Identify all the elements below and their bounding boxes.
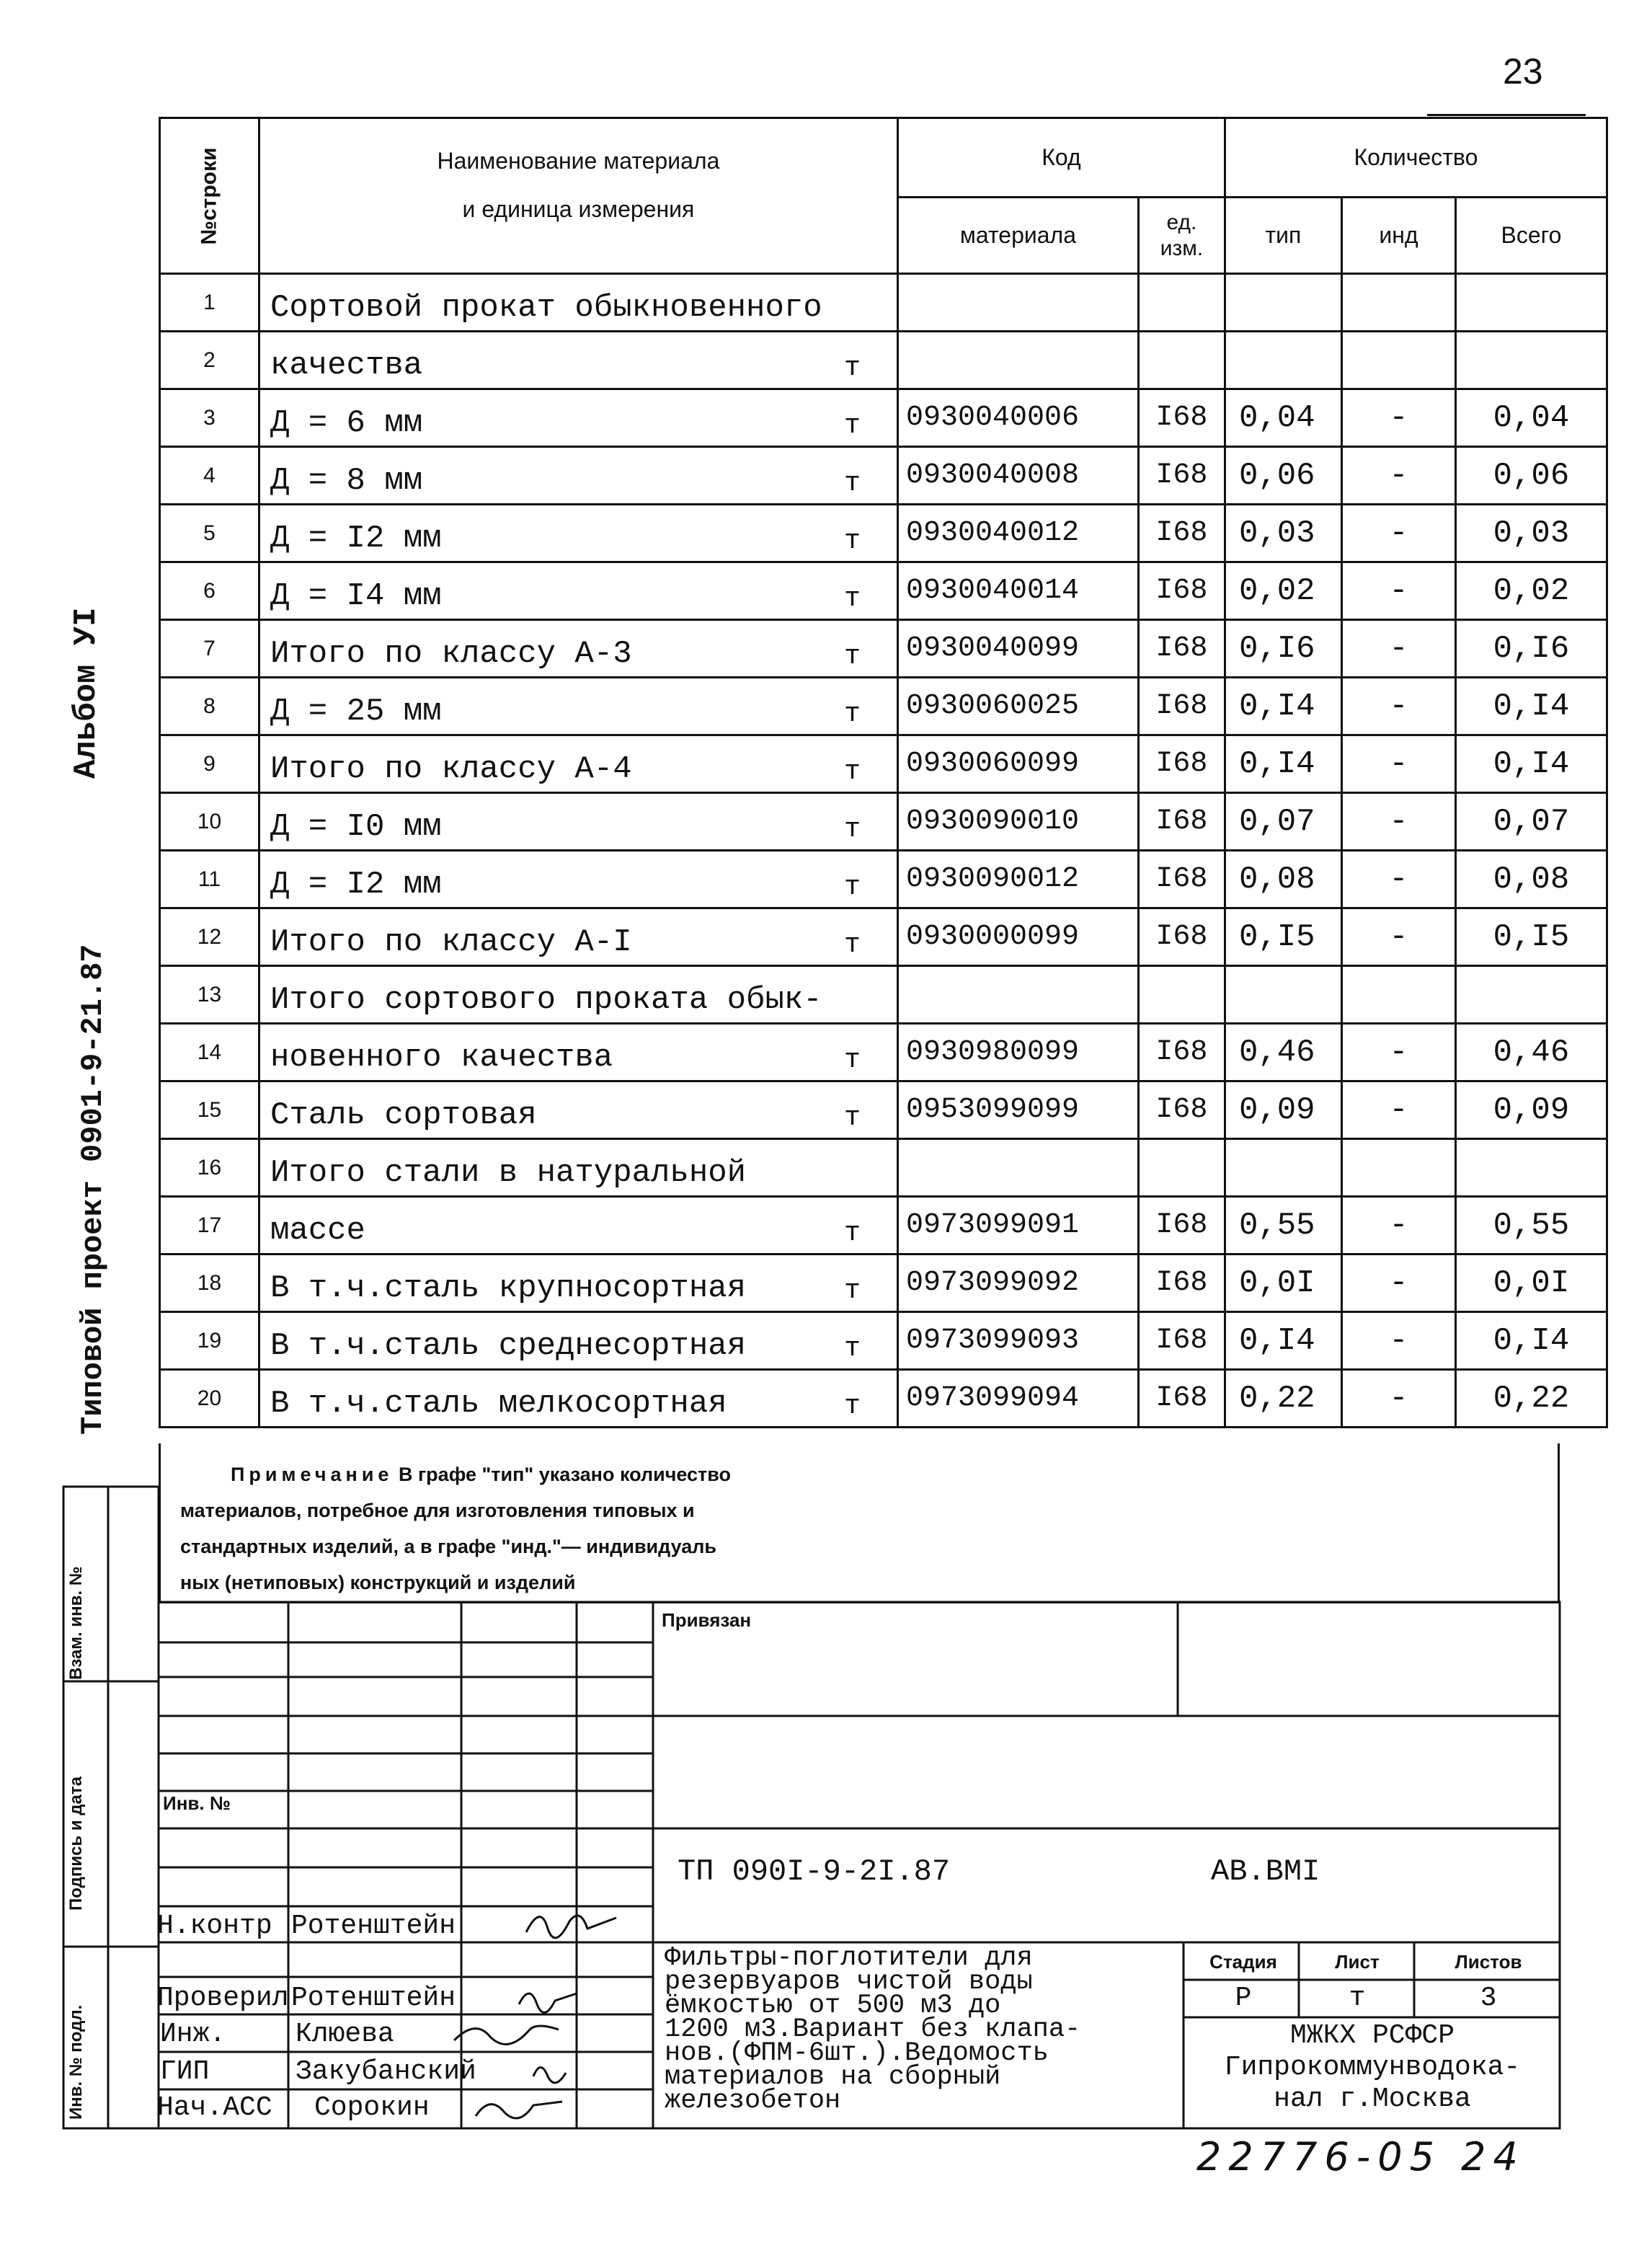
row-number-cell: 18 xyxy=(160,1254,259,1312)
total-qty-cell: 0,I5 xyxy=(1455,908,1607,966)
sheet-label: Лист xyxy=(1335,1951,1380,1973)
description-line6: материалов на сборный xyxy=(665,2062,1001,2092)
header-unit-line1: ед. xyxy=(1166,210,1197,234)
header-quantity: Количество xyxy=(1225,118,1607,198)
material-unit: т xyxy=(844,468,861,499)
material-name: Сталь сортовая xyxy=(270,1097,537,1133)
row-number-cell: 8 xyxy=(160,678,259,735)
typ-qty-cell: 0,I4 xyxy=(1225,735,1341,793)
unit-code-cell: I68 xyxy=(1138,1370,1225,1428)
header-code: Код xyxy=(897,118,1225,198)
total-qty-cell: 0,07 xyxy=(1455,793,1607,851)
sheets-label: Листов xyxy=(1455,1951,1522,1973)
row-number-cell: 3 xyxy=(160,389,259,447)
material-code-cell: 0930040012 xyxy=(897,505,1138,562)
description-line5: нов.(ФПМ-6шт.).Ведомость xyxy=(665,2038,1049,2068)
header-name-line1: Наименование материала xyxy=(437,148,720,174)
row-number-cell: 19 xyxy=(160,1312,259,1370)
total-qty-cell: 0,I4 xyxy=(1455,1312,1607,1370)
inv-podl-label: Инв. № подл. xyxy=(66,2004,86,2120)
row-number-cell: 20 xyxy=(160,1370,259,1428)
stage-value: Р xyxy=(1235,1983,1252,2014)
unit-code-cell: I68 xyxy=(1138,1312,1225,1370)
ind-qty-cell: - xyxy=(1341,505,1455,562)
material-code-cell: 0930090010 xyxy=(897,793,1138,851)
row-number-cell: 16 xyxy=(160,1139,259,1197)
material-name: Итого по классу А-3 xyxy=(270,636,632,672)
material-unit: т xyxy=(844,353,861,384)
prover-name: Ротенштейн xyxy=(291,1983,456,2014)
prover-role: Проверил xyxy=(157,1983,289,2014)
material-name: Итого стали в натуральной xyxy=(270,1155,747,1191)
typ-qty-cell: 0,02 xyxy=(1225,562,1341,620)
material-name: В т.ч.сталь среднесортная xyxy=(270,1328,747,1364)
typ-qty-cell: 0,I4 xyxy=(1225,678,1341,735)
signature-nach xyxy=(476,2102,562,2118)
ind-qty-cell: - xyxy=(1341,1370,1455,1428)
ind-qty-cell: - xyxy=(1341,1081,1455,1139)
total-qty-cell: 0,09 xyxy=(1455,1081,1607,1139)
ind-qty-cell: - xyxy=(1341,793,1455,851)
material-name: Итого по классу А-4 xyxy=(270,751,632,787)
signature-gip xyxy=(533,2068,566,2083)
material-code-cell: 0930060099 xyxy=(897,735,1138,793)
typ-qty-cell: 0,08 xyxy=(1225,851,1341,908)
inzh-name: Клюева xyxy=(296,2019,394,2050)
material-unit: т xyxy=(844,641,861,672)
signature-date-label: Подпись и дата xyxy=(66,1776,86,1911)
total-qty-cell: 0,06 xyxy=(1455,447,1607,505)
row-number-cell: 5 xyxy=(160,505,259,562)
total-qty-cell: 0,0I xyxy=(1455,1254,1607,1312)
material-unit: т xyxy=(844,526,861,557)
material-name: Д = 25 мм xyxy=(270,694,442,730)
header-typ: тип xyxy=(1225,198,1341,274)
row-number-cell: 1 xyxy=(160,274,259,332)
note-label: Примечание xyxy=(231,1464,394,1485)
description-line3: ёмкостью от 500 м3 до xyxy=(665,1991,1001,2021)
material-name: массе xyxy=(270,1213,365,1249)
note-line1: В графе "тип" указано количество xyxy=(393,1464,732,1485)
material-unit: т xyxy=(844,1333,861,1364)
row-number-cell: 15 xyxy=(160,1081,259,1139)
signature-inzh xyxy=(454,2026,559,2044)
material-name: качества xyxy=(270,348,423,384)
ind-qty-cell: - xyxy=(1341,1024,1455,1081)
total-qty-cell: 0,46 xyxy=(1455,1024,1607,1081)
material-code-cell: 0953099099 xyxy=(897,1081,1138,1139)
nach-role: Нач.АСС xyxy=(157,2092,272,2123)
material-unit: т xyxy=(844,1102,861,1133)
n-kontr-role: Н.контр xyxy=(157,1911,272,1942)
typ-qty-cell: 0,04 xyxy=(1225,389,1341,447)
row-number-cell: 12 xyxy=(160,908,259,966)
doc-code: ТП 090I-9-2I.87 xyxy=(678,1854,951,1889)
typ-qty-cell: 0,46 xyxy=(1225,1024,1341,1081)
total-qty-cell: 0,I6 xyxy=(1455,620,1607,678)
material-name: В т.ч.сталь крупносортная xyxy=(270,1270,747,1306)
typ-qty-cell: 0,I5 xyxy=(1225,908,1341,966)
material-name: Д = I2 мм xyxy=(270,867,442,903)
gip-name: Закубанский xyxy=(296,2056,476,2087)
unit-code-cell: I68 xyxy=(1138,389,1225,447)
description-line2: резервуаров чистой воды xyxy=(665,1967,1033,1997)
material-unit: т xyxy=(844,1218,861,1249)
total-qty-cell: 0,I4 xyxy=(1455,678,1607,735)
row-number-cell: 6 xyxy=(160,562,259,620)
typ-qty-cell: 0,09 xyxy=(1225,1081,1341,1139)
typ-qty-cell: 0,03 xyxy=(1225,505,1341,562)
sheet-code: АВ.ВМI xyxy=(1211,1854,1320,1889)
unit-code-cell: I68 xyxy=(1138,1024,1225,1081)
typ-qty-cell: 0,07 xyxy=(1225,793,1341,851)
sheet-value: т xyxy=(1349,1983,1366,2014)
header-unit-line2: изм. xyxy=(1160,236,1204,260)
typ-qty-cell: 0,0I xyxy=(1225,1254,1341,1312)
row-number-cell: 9 xyxy=(160,735,259,793)
ind-qty-cell: - xyxy=(1341,735,1455,793)
material-unit: т xyxy=(844,1391,861,1422)
org-line1: МЖКХ РСФСР xyxy=(1289,2020,1455,2051)
total-qty-cell: 0,04 xyxy=(1455,389,1607,447)
ind-qty-cell: - xyxy=(1341,562,1455,620)
note-line2: материалов, потребное для изготовления типовых и xyxy=(180,1500,695,1521)
unit-code-cell: I68 xyxy=(1138,562,1225,620)
row-number-cell: 7 xyxy=(160,620,259,678)
material-name: Д = 6 мм xyxy=(270,405,423,441)
material-unit: т xyxy=(844,1275,861,1306)
material-unit: т xyxy=(844,410,861,441)
typ-qty-cell: 0,I6 xyxy=(1225,620,1341,678)
material-unit: т xyxy=(844,1045,861,1076)
ind-qty-cell: - xyxy=(1341,1197,1455,1254)
material-unit: т xyxy=(844,699,861,730)
header-material: материала xyxy=(897,198,1138,274)
unit-code-cell: I68 xyxy=(1138,505,1225,562)
total-qty-cell: 0,I4 xyxy=(1455,735,1607,793)
header-row-number: №строки xyxy=(160,118,259,274)
n-kontr-name: Ротенштейн xyxy=(291,1911,456,1942)
inv-no-label: Инв. № xyxy=(163,1792,231,1814)
unit-code-cell: I68 xyxy=(1138,1254,1225,1312)
ind-qty-cell: - xyxy=(1341,620,1455,678)
ind-qty-cell: - xyxy=(1341,678,1455,735)
row-number-cell: 11 xyxy=(160,851,259,908)
header-total: Всего xyxy=(1455,198,1607,274)
material-code-cell: 0930980099 xyxy=(897,1024,1138,1081)
org-line3: нал г.Москва xyxy=(1274,2084,1471,2115)
material-unit: т xyxy=(844,872,861,903)
row-number-cell: 17 xyxy=(160,1197,259,1254)
typ-qty-cell: 0,55 xyxy=(1225,1197,1341,1254)
material-code-cell: 0973099093 xyxy=(897,1312,1138,1370)
total-qty-cell: 0,22 xyxy=(1455,1370,1607,1428)
material-code-cell: 0930040008 xyxy=(897,447,1138,505)
material-name: Итого сортового проката обык- xyxy=(270,982,822,1018)
unit-code-cell: I68 xyxy=(1138,793,1225,851)
unit-code-cell: I68 xyxy=(1138,1197,1225,1254)
sheets-value: 3 xyxy=(1480,1983,1497,2014)
ind-qty-cell: - xyxy=(1341,908,1455,966)
typ-qty-cell: 0,22 xyxy=(1225,1370,1341,1428)
material-name: В т.ч.сталь мелкосортная xyxy=(270,1386,727,1422)
signature-n-kontr xyxy=(526,1916,616,1938)
ind-qty-cell: - xyxy=(1341,1254,1455,1312)
material-code-cell: 0930040006 xyxy=(897,389,1138,447)
material-name: Сортовой прокат обыкновенного xyxy=(270,290,822,326)
organization xyxy=(1186,2020,1558,2115)
material-unit: т xyxy=(844,756,861,787)
material-code-cell: 0930060025 xyxy=(897,678,1138,735)
typ-qty-cell: 0,I4 xyxy=(1225,1312,1341,1370)
material-code-cell: 0930040014 xyxy=(897,562,1138,620)
total-qty-cell: 0,02 xyxy=(1455,562,1607,620)
material-unit: т xyxy=(844,929,861,960)
unit-code-cell: I68 xyxy=(1138,447,1225,505)
unit-code-cell: I68 xyxy=(1138,678,1225,735)
vzam-inv-label: Взам. инв. № xyxy=(66,1566,86,1680)
row-number-cell: 10 xyxy=(160,793,259,851)
org-line2: Гипрокоммунводока- xyxy=(1224,2052,1521,2083)
note-line4: ных (нетиповых) конструкций и изделий xyxy=(180,1572,576,1593)
ind-qty-cell: - xyxy=(1341,1312,1455,1370)
material-name: Д = 8 мм xyxy=(270,463,423,499)
description-line7: железобетон xyxy=(665,2086,841,2116)
description-line1: Фильтры-поглотители для xyxy=(665,1943,1033,1973)
material-name: Д = I2 мм xyxy=(270,521,442,557)
row-number-cell: 4 xyxy=(160,447,259,505)
unit-code-cell: I68 xyxy=(1138,851,1225,908)
inzh-role: Инж. xyxy=(160,2019,226,2050)
typ-qty-cell: 0,06 xyxy=(1225,447,1341,505)
row-number-cell: 2 xyxy=(160,332,259,389)
material-unit: т xyxy=(844,583,861,614)
unit-code-cell: I68 xyxy=(1138,1081,1225,1139)
ind-qty-cell: - xyxy=(1341,851,1455,908)
ind-qty-cell: - xyxy=(1341,389,1455,447)
gip-role: ГИП xyxy=(160,2056,210,2087)
material-code-cell: 0973099091 xyxy=(897,1197,1138,1254)
project-label: Типовой проект 0901-9-21.87 xyxy=(76,944,110,1435)
material-name: новенного качества xyxy=(270,1040,613,1076)
material-code-cell: 0930090012 xyxy=(897,851,1138,908)
privyazan-label: Привязан xyxy=(662,1609,752,1631)
header-ind: инд xyxy=(1341,198,1455,274)
ind-qty-cell: - xyxy=(1341,447,1455,505)
material-name: Д = I0 мм xyxy=(270,809,442,845)
material-code-cell: 0930000099 xyxy=(897,908,1138,966)
material-code-cell: 0973099094 xyxy=(897,1370,1138,1428)
total-qty-cell: 0,08 xyxy=(1455,851,1607,908)
material-code-cell: 0973099092 xyxy=(897,1254,1138,1312)
stage-label: Стадия xyxy=(1209,1951,1277,1973)
note-line3: стандартных изделий, а в графе "инд."— индивидуаль xyxy=(180,1536,717,1557)
footer-number: 22776-05 24 xyxy=(1196,2134,1525,2180)
row-number-cell: 14 xyxy=(160,1024,259,1081)
nach-name: Сорокин xyxy=(314,2092,430,2123)
album-label: Альбом УI xyxy=(68,607,105,779)
material-unit: т xyxy=(844,814,861,845)
header-name-line2: и единица измерения xyxy=(462,196,695,222)
row-number-cell: 13 xyxy=(160,966,259,1024)
page-number: 23 xyxy=(1503,51,1543,92)
signature-prover xyxy=(519,1993,577,2012)
total-qty-cell: 0,55 xyxy=(1455,1197,1607,1254)
unit-code-cell: I68 xyxy=(1138,735,1225,793)
material-code-cell: 0930040099 xyxy=(897,620,1138,678)
unit-code-cell: I68 xyxy=(1138,620,1225,678)
material-name: Итого по классу А-I xyxy=(270,924,632,960)
total-qty-cell: 0,03 xyxy=(1455,505,1607,562)
material-name: Д = I4 мм xyxy=(270,578,442,614)
unit-code-cell: I68 xyxy=(1138,908,1225,966)
description-line4: 1200 м3.Вариант без клапа- xyxy=(665,2014,1081,2045)
title-description xyxy=(665,1943,1176,2116)
